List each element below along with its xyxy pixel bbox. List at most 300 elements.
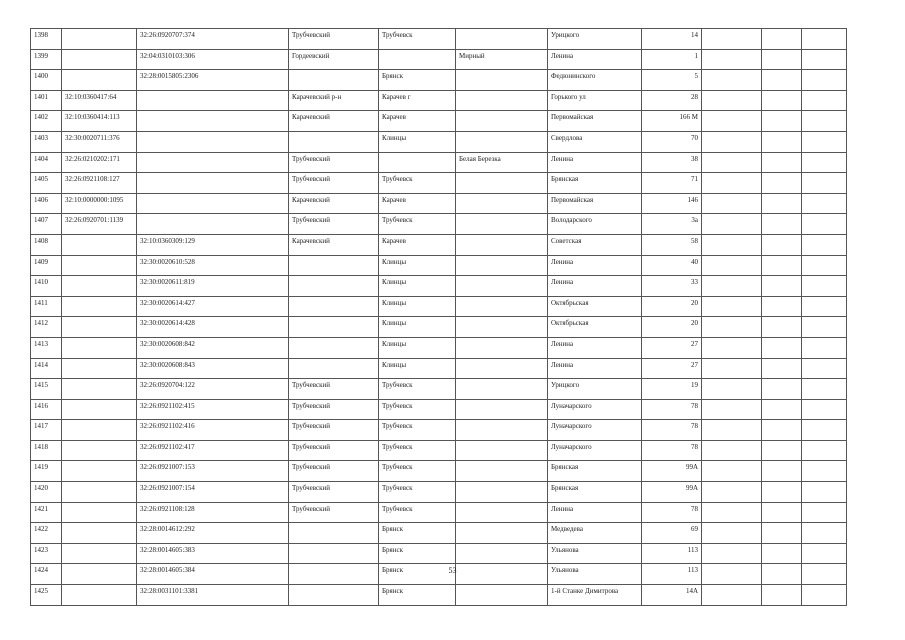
cell-house: 27 <box>642 358 702 379</box>
cell-street: Брянская <box>548 461 642 482</box>
cell-extra3 <box>802 379 847 400</box>
cell-district: Трубчевский <box>289 173 379 194</box>
cell-kn1: 32:26:0920701:1139 <box>62 214 137 235</box>
cell-extra3 <box>802 358 847 379</box>
cell-num: 1399 <box>31 49 62 70</box>
cell-kn1 <box>62 296 137 317</box>
table-row <box>31 49 847 70</box>
cell-num: 1417 <box>31 420 62 441</box>
cell-house: 33 <box>642 276 702 297</box>
cell-street: Первомайская <box>548 193 642 214</box>
cell-kn1: 32:10:0360417:64 <box>62 90 137 111</box>
cell-city: Карачев <box>379 234 456 255</box>
cell-settlement <box>456 173 548 194</box>
cell-num: 1406 <box>31 193 62 214</box>
cell-settlement <box>456 214 548 235</box>
cell-extra1 <box>702 90 762 111</box>
table-row <box>31 358 847 379</box>
table-row <box>31 543 847 564</box>
cell-settlement: Белая Березка <box>456 152 548 173</box>
cell-settlement <box>456 482 548 503</box>
cell-city: Брянск <box>379 585 456 606</box>
cell-extra1 <box>702 152 762 173</box>
cell-extra3 <box>802 296 847 317</box>
cell-house: 40 <box>642 255 702 276</box>
cell-kn1 <box>62 255 137 276</box>
cell-street: Ленина <box>548 49 642 70</box>
cell-district <box>289 543 379 564</box>
table-row <box>31 482 847 503</box>
cell-house: 166 М <box>642 111 702 132</box>
cell-extra2 <box>762 276 802 297</box>
cell-extra1 <box>702 502 762 523</box>
cell-extra1 <box>702 173 762 194</box>
table-row <box>31 379 847 400</box>
cell-extra3 <box>802 482 847 503</box>
cell-num: 1413 <box>31 337 62 358</box>
cell-extra2 <box>762 461 802 482</box>
cell-kn2: 32:28:0014605:383 <box>137 543 289 564</box>
cell-extra2 <box>762 399 802 420</box>
cell-settlement <box>456 502 548 523</box>
cell-extra2 <box>762 70 802 91</box>
cell-extra1 <box>702 337 762 358</box>
cell-extra3 <box>802 193 847 214</box>
cell-extra2 <box>762 173 802 194</box>
cell-num: 1412 <box>31 317 62 338</box>
cell-city: Клинцы <box>379 131 456 152</box>
cell-city: Трубчевск <box>379 440 456 461</box>
cell-kn2: 32:26:0920707:374 <box>137 29 289 50</box>
cell-extra1 <box>702 543 762 564</box>
cell-house: 70 <box>642 131 702 152</box>
cell-street: Луначарского <box>548 440 642 461</box>
cell-street: Медведева <box>548 523 642 544</box>
cell-district <box>289 317 379 338</box>
cell-kn1: 32:10:0360414:113 <box>62 111 137 132</box>
cell-extra2 <box>762 90 802 111</box>
cell-kn1 <box>62 49 137 70</box>
cell-district: Трубчевский <box>289 214 379 235</box>
cell-kn2: 32:26:0921007:153 <box>137 461 289 482</box>
table-row <box>31 399 847 420</box>
cell-city: Клинцы <box>379 337 456 358</box>
cell-extra3 <box>802 317 847 338</box>
cell-kn1 <box>62 482 137 503</box>
cell-street: Ленина <box>548 337 642 358</box>
cell-settlement <box>456 337 548 358</box>
table-row <box>31 70 847 91</box>
cell-district: Трубчевский <box>289 461 379 482</box>
cell-street: Октябрьская <box>548 317 642 338</box>
cell-num: 1425 <box>31 585 62 606</box>
cell-kn1 <box>62 440 137 461</box>
cell-kn2: 32:26:0920704:122 <box>137 379 289 400</box>
cell-kn2: 32:30:0020614:428 <box>137 317 289 338</box>
cell-settlement <box>456 90 548 111</box>
cell-extra2 <box>762 379 802 400</box>
cell-house: 113 <box>642 543 702 564</box>
cell-num: 1418 <box>31 440 62 461</box>
cell-extra3 <box>802 420 847 441</box>
registry-table <box>30 28 847 606</box>
table-row <box>31 234 847 255</box>
cell-extra2 <box>762 49 802 70</box>
cell-num: 1424 <box>31 564 62 585</box>
cell-num: 1416 <box>31 399 62 420</box>
table-row <box>31 131 847 152</box>
cell-kn2: 32:30:0020608:842 <box>137 337 289 358</box>
cell-extra1 <box>702 317 762 338</box>
table-row <box>31 420 847 441</box>
cell-extra2 <box>762 255 802 276</box>
cell-kn1: 32:10:0000000:1095 <box>62 193 137 214</box>
cell-street: Ленина <box>548 502 642 523</box>
cell-district: Карачевский р-н <box>289 90 379 111</box>
table-row <box>31 585 847 606</box>
cell-kn2 <box>137 193 289 214</box>
cell-city: Брянск <box>379 523 456 544</box>
cell-kn2: 32:30:0020614:427 <box>137 296 289 317</box>
cell-num: 1422 <box>31 523 62 544</box>
cell-kn1 <box>62 502 137 523</box>
cell-extra1 <box>702 358 762 379</box>
cell-num: 1420 <box>31 482 62 503</box>
cell-extra3 <box>802 502 847 523</box>
cell-extra1 <box>702 523 762 544</box>
cell-house: 19 <box>642 379 702 400</box>
cell-settlement <box>456 193 548 214</box>
cell-extra2 <box>762 543 802 564</box>
cell-kn1 <box>62 317 137 338</box>
cell-city: Трубчевск <box>379 214 456 235</box>
cell-extra1 <box>702 49 762 70</box>
cell-num: 1419 <box>31 461 62 482</box>
cell-settlement <box>456 276 548 297</box>
cell-street: Ульянова <box>548 564 642 585</box>
cell-num: 1410 <box>31 276 62 297</box>
cell-kn1 <box>62 276 137 297</box>
cell-city: Брянск <box>379 70 456 91</box>
cell-house: 146 <box>642 193 702 214</box>
cell-extra2 <box>762 585 802 606</box>
cell-num: 1403 <box>31 131 62 152</box>
cell-house: 113 <box>642 564 702 585</box>
cell-kn2: 32:28:0031101:3381 <box>137 585 289 606</box>
cell-house: 78 <box>642 420 702 441</box>
table-row <box>31 337 847 358</box>
cell-kn1 <box>62 234 137 255</box>
cell-district <box>289 358 379 379</box>
cell-num: 1415 <box>31 379 62 400</box>
cell-num: 1398 <box>31 29 62 50</box>
cell-extra2 <box>762 523 802 544</box>
cell-extra1 <box>702 29 762 50</box>
cell-city: Брянск <box>379 543 456 564</box>
cell-city: Трубчевск <box>379 399 456 420</box>
cell-district <box>289 255 379 276</box>
cell-settlement <box>456 543 548 564</box>
cell-extra3 <box>802 214 847 235</box>
cell-kn2: 32:30:0020608:843 <box>137 358 289 379</box>
cell-extra1 <box>702 131 762 152</box>
table-row <box>31 440 847 461</box>
cell-house: 38 <box>642 152 702 173</box>
cell-district <box>289 585 379 606</box>
cell-street: Урицкого <box>548 379 642 400</box>
cell-settlement <box>456 523 548 544</box>
cell-kn2 <box>137 173 289 194</box>
cell-settlement <box>456 317 548 338</box>
page-number: 53 <box>448 566 457 575</box>
cell-extra2 <box>762 358 802 379</box>
cell-num: 1407 <box>31 214 62 235</box>
cell-district <box>289 276 379 297</box>
cell-kn1 <box>62 337 137 358</box>
cell-extra3 <box>802 90 847 111</box>
cell-settlement <box>456 420 548 441</box>
cell-extra2 <box>762 152 802 173</box>
cell-house: 78 <box>642 440 702 461</box>
cell-extra1 <box>702 296 762 317</box>
cell-kn2 <box>137 152 289 173</box>
cell-extra3 <box>802 49 847 70</box>
cell-settlement <box>456 440 548 461</box>
table-row <box>31 111 847 132</box>
cell-house: 58 <box>642 234 702 255</box>
cell-kn2 <box>137 131 289 152</box>
cell-district: Карачевский <box>289 234 379 255</box>
cell-extra1 <box>702 70 762 91</box>
cell-settlement <box>456 296 548 317</box>
cell-extra1 <box>702 234 762 255</box>
cell-kn2: 32:30:0020611:819 <box>137 276 289 297</box>
cell-num: 1421 <box>31 502 62 523</box>
cell-city: Клинцы <box>379 276 456 297</box>
cell-num: 1402 <box>31 111 62 132</box>
cell-kn2: 32:26:0921108:128 <box>137 502 289 523</box>
cell-kn2: 32:04:0310103:306 <box>137 49 289 70</box>
cell-extra1 <box>702 255 762 276</box>
cell-extra3 <box>802 440 847 461</box>
table-row <box>31 90 847 111</box>
table-row <box>31 502 847 523</box>
cell-extra1 <box>702 379 762 400</box>
cell-settlement <box>456 111 548 132</box>
cell-house: 69 <box>642 523 702 544</box>
cell-extra2 <box>762 214 802 235</box>
cell-kn1 <box>62 543 137 564</box>
cell-district <box>289 337 379 358</box>
cell-extra1 <box>702 482 762 503</box>
cell-num: 1404 <box>31 152 62 173</box>
cell-street: Советская <box>548 234 642 255</box>
cell-extra2 <box>762 337 802 358</box>
cell-house: 71 <box>642 173 702 194</box>
cell-street: Ленина <box>548 276 642 297</box>
cell-kn2: 32:10:0360309:129 <box>137 234 289 255</box>
cell-house: 78 <box>642 502 702 523</box>
cell-city: Клинцы <box>379 317 456 338</box>
cell-district: Гордеевский <box>289 49 379 70</box>
cell-street: Октябрьская <box>548 296 642 317</box>
cell-extra2 <box>762 482 802 503</box>
cell-city: Трубчевск <box>379 420 456 441</box>
cell-house: 99А <box>642 482 702 503</box>
cell-city: Клинцы <box>379 358 456 379</box>
cell-extra2 <box>762 420 802 441</box>
cell-settlement <box>456 585 548 606</box>
table-row <box>31 255 847 276</box>
cell-extra3 <box>802 461 847 482</box>
cell-street: Ленина <box>548 152 642 173</box>
table-body <box>31 29 847 606</box>
cell-house: 5 <box>642 70 702 91</box>
cell-city: Трубчевск <box>379 29 456 50</box>
cell-house: 20 <box>642 317 702 338</box>
cell-extra3 <box>802 131 847 152</box>
cell-extra2 <box>762 131 802 152</box>
cell-settlement <box>456 234 548 255</box>
table-row <box>31 173 847 194</box>
cell-extra1 <box>702 461 762 482</box>
cell-street: Брянская <box>548 173 642 194</box>
cell-extra3 <box>802 399 847 420</box>
cell-city: Трубчевск <box>379 502 456 523</box>
cell-street: Луначарского <box>548 420 642 441</box>
cell-district <box>289 70 379 91</box>
cell-extra2 <box>762 502 802 523</box>
cell-extra1 <box>702 585 762 606</box>
table-row <box>31 214 847 235</box>
cell-extra3 <box>802 523 847 544</box>
cell-house: 28 <box>642 90 702 111</box>
cell-extra3 <box>802 111 847 132</box>
cell-settlement <box>456 399 548 420</box>
cell-settlement <box>456 29 548 50</box>
cell-street: Володарского <box>548 214 642 235</box>
cell-district: Карачевский <box>289 111 379 132</box>
cell-street: Федюнинского <box>548 70 642 91</box>
cell-street: Брянская <box>548 482 642 503</box>
cell-extra2 <box>762 317 802 338</box>
cell-city: Карачев <box>379 111 456 132</box>
cell-district: Трубчевский <box>289 502 379 523</box>
cell-settlement <box>456 358 548 379</box>
table-row <box>31 296 847 317</box>
cell-city: Брянск <box>379 564 456 585</box>
cell-kn2: 32:26:0921102:415 <box>137 399 289 420</box>
cell-extra3 <box>802 337 847 358</box>
cell-city: Трубчевск <box>379 482 456 503</box>
cell-district: Трубчевский <box>289 29 379 50</box>
cell-kn1: 32:26:0210202:171 <box>62 152 137 173</box>
cell-street: Ульянова <box>548 543 642 564</box>
cell-street: Горького ул <box>548 90 642 111</box>
cell-district: Трубчевский <box>289 440 379 461</box>
cell-extra2 <box>762 440 802 461</box>
cell-street: Свердлова <box>548 131 642 152</box>
cell-extra1 <box>702 214 762 235</box>
cell-extra2 <box>762 193 802 214</box>
cell-settlement <box>456 70 548 91</box>
cell-kn2 <box>137 90 289 111</box>
cell-kn2: 32:26:0921007:154 <box>137 482 289 503</box>
cell-house: 27 <box>642 337 702 358</box>
cell-kn2: 32:26:0921102:417 <box>137 440 289 461</box>
cell-district: Трубчевский <box>289 482 379 503</box>
cell-district: Трубчевский <box>289 420 379 441</box>
table-row <box>31 193 847 214</box>
cell-extra1 <box>702 111 762 132</box>
cell-extra1 <box>702 193 762 214</box>
cell-kn1 <box>62 358 137 379</box>
cell-extra1 <box>702 440 762 461</box>
cell-settlement <box>456 255 548 276</box>
cell-street: Ленина <box>548 255 642 276</box>
cell-district: Трубчевский <box>289 152 379 173</box>
cell-city: Карачев г <box>379 90 456 111</box>
cell-num: 1408 <box>31 234 62 255</box>
cell-street: Луначарского <box>548 399 642 420</box>
cell-extra2 <box>762 29 802 50</box>
cell-extra1 <box>702 399 762 420</box>
cell-extra1 <box>702 276 762 297</box>
cell-street: Урицкого <box>548 29 642 50</box>
cell-city <box>379 49 456 70</box>
cell-settlement <box>456 131 548 152</box>
cell-num: 1414 <box>31 358 62 379</box>
cell-num: 1409 <box>31 255 62 276</box>
cell-street: Ленина <box>548 358 642 379</box>
cell-kn1 <box>62 379 137 400</box>
cell-extra3 <box>802 29 847 50</box>
cell-kn2: 32:28:0014612:292 <box>137 523 289 544</box>
cell-house: 14 <box>642 29 702 50</box>
cell-kn1 <box>62 70 137 91</box>
cell-house: 78 <box>642 399 702 420</box>
cell-num: 1400 <box>31 70 62 91</box>
cell-street: Первомайская <box>548 111 642 132</box>
cell-extra1 <box>702 420 762 441</box>
cell-extra3 <box>802 543 847 564</box>
cell-settlement <box>456 379 548 400</box>
cell-house: 3а <box>642 214 702 235</box>
cell-city: Клинцы <box>379 255 456 276</box>
cell-kn1 <box>62 399 137 420</box>
cell-extra3 <box>802 585 847 606</box>
cell-extra3 <box>802 234 847 255</box>
cell-district: Карачевский <box>289 193 379 214</box>
cell-extra3 <box>802 70 847 91</box>
cell-num: 1411 <box>31 296 62 317</box>
cell-city: Трубчевск <box>379 461 456 482</box>
cell-kn2 <box>137 111 289 132</box>
cell-kn1: 32:26:0921108:127 <box>62 173 137 194</box>
cell-city: Карачев <box>379 193 456 214</box>
cell-extra2 <box>762 296 802 317</box>
table-row <box>31 276 847 297</box>
cell-district <box>289 131 379 152</box>
cell-district: Трубчевский <box>289 399 379 420</box>
table-row <box>31 317 847 338</box>
cell-extra3 <box>802 173 847 194</box>
cell-extra3 <box>802 152 847 173</box>
cell-kn1: 32:30:0020711:376 <box>62 131 137 152</box>
cell-house: 1 <box>642 49 702 70</box>
cell-house: 20 <box>642 296 702 317</box>
cell-kn1 <box>62 420 137 441</box>
